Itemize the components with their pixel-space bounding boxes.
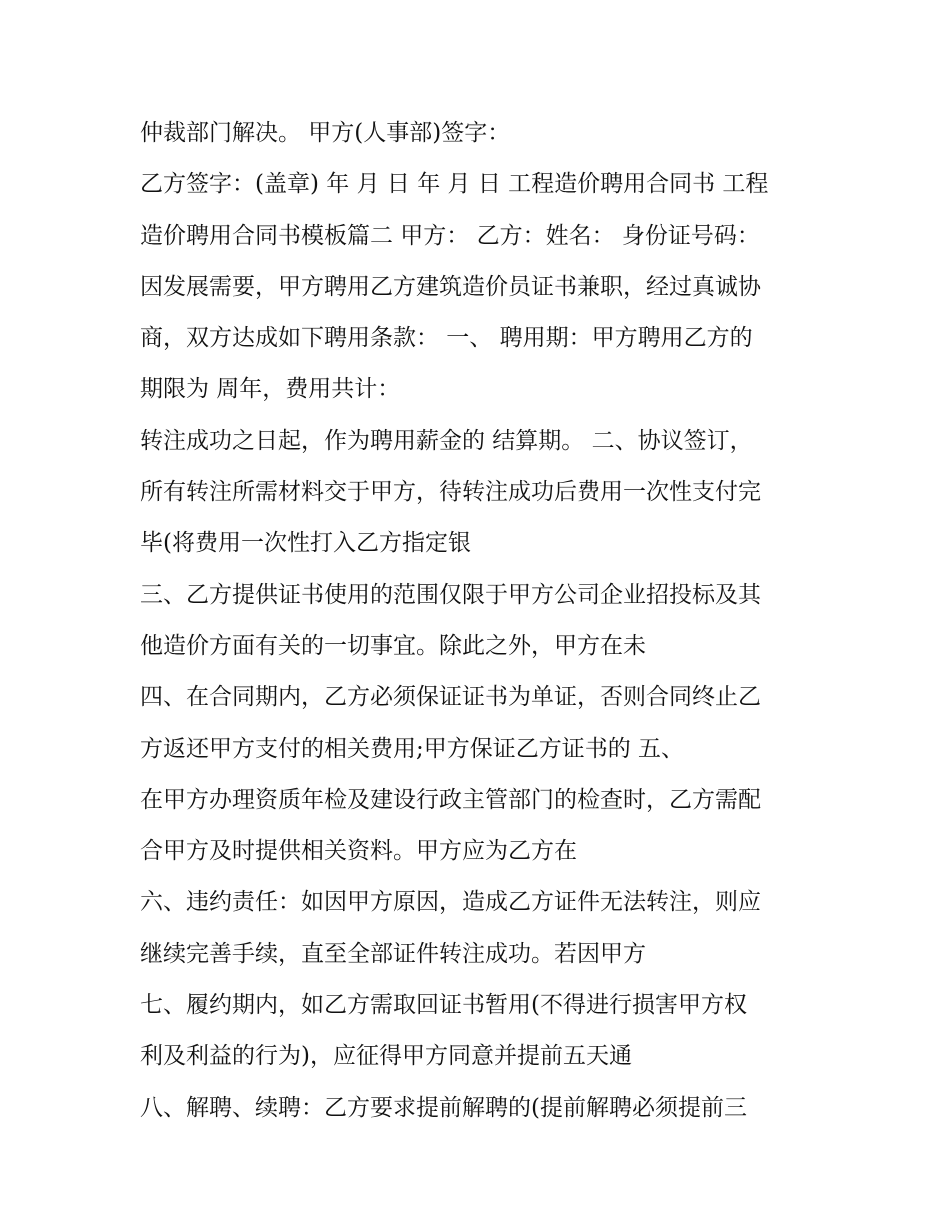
text-line: 利及利益的行为)，应征得甲方同意并提前五天通: [140, 1043, 632, 1070]
text-line: 方返还甲方支付的相关费用;甲方保证乙方证书的 五、: [140, 735, 685, 762]
text-line: 毕(将费用一次性打入乙方指定银: [140, 530, 471, 557]
text-line: 造价聘用合同书模板篇二 甲方： 乙方：姓名： 身份证号码：: [140, 222, 760, 249]
text-line: 所有转注所需材料交于甲方，待转注成功后费用一次性支付完: [140, 479, 761, 506]
text-line: 期限为 周年，费用共计：: [140, 376, 401, 403]
text-line: 转注成功之日起，作为聘用薪金的 结算期。 二、协议签订，: [140, 427, 753, 454]
text-line: 商，双方达成如下聘用条款： 一、 聘用期：甲方聘用乙方的: [140, 325, 753, 352]
text-line: 六、违约责任：如因甲方原因，造成乙方证件无法转注，则应: [140, 889, 761, 916]
text-line: 他造价方面有关的一切事宜。除此之外，甲方在未: [140, 632, 646, 659]
text-line: 合甲方及时提供相关资料。甲方应为乙方在: [140, 838, 577, 865]
text-line: 乙方签字：(盖章) 年 月 日 年 月 日 工程造价聘用合同书 工程: [140, 171, 769, 198]
text-line: 在甲方办理资质年检及建设行政主管部门的检查时，乙方需配: [140, 786, 761, 813]
text-line: 继续完善手续，直至全部证件转注成功。若因甲方: [140, 940, 646, 967]
document-body: [140, 108, 820, 1134]
text-line: 三、乙方提供证书使用的范围仅限于甲方公司企业招投标及其: [140, 581, 761, 608]
text-line: 八、解聘、续聘：乙方要求提前解聘的(提前解聘必须提前三: [140, 1094, 747, 1121]
text-line: 仲裁部门解决。 甲方(人事部)签字：: [140, 120, 511, 146]
text-line: 四、在合同期内，乙方必须保证证书为单证，否则合同终止乙: [140, 684, 761, 711]
text-line: 七、履约期内，如乙方需取回证书暂用(不得进行损害甲方权: [140, 992, 747, 1019]
text-line: 因发展需要，甲方聘用乙方建筑造价员证书兼职，经过真诚协: [140, 273, 761, 300]
